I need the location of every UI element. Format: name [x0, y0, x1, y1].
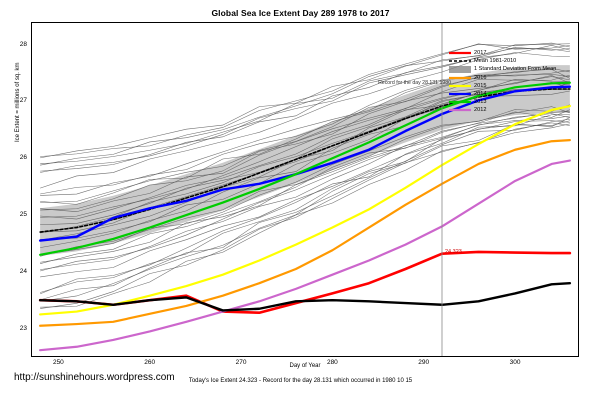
- x-tick: 280: [326, 359, 338, 366]
- x-tick: 290: [418, 359, 430, 366]
- legend-label: 2013: [474, 99, 487, 106]
- record-annotation: Record for the day 28.131 1980: [378, 80, 452, 87]
- legend-swatch: [449, 49, 471, 57]
- y-tick: 25: [19, 211, 27, 219]
- legend-item: [449, 98, 599, 106]
- legend-label: 2015: [474, 82, 487, 89]
- legend-swatch: [449, 106, 471, 114]
- legend-item: [449, 90, 599, 98]
- x-tick: 260: [144, 359, 156, 366]
- legend-swatch: [449, 66, 471, 73]
- x-tick: 250: [52, 359, 64, 366]
- legend-item: [449, 74, 599, 82]
- legend-swatch: [449, 98, 471, 106]
- legend-item: [449, 82, 599, 90]
- y-tick: 26: [19, 154, 27, 162]
- legend-swatch: [449, 74, 471, 82]
- legend-item: [449, 49, 599, 57]
- legend-item: [449, 65, 599, 73]
- x-axis-label: Day of Year: [289, 363, 321, 369]
- legend-label: 2014: [474, 91, 487, 98]
- y-tick: 28: [19, 40, 27, 48]
- legend-swatch: [449, 82, 471, 90]
- y-axis-label: Ice Extent = millions of sq. km: [15, 62, 21, 142]
- x-tick: 300: [509, 359, 521, 366]
- plot-area: [15, 22, 579, 369]
- legend-label: 1 Standard Deviation From Mean: [474, 66, 557, 73]
- chart-legend: [449, 49, 599, 115]
- legend-swatch: [449, 90, 471, 98]
- footer-note: Today's Ice Extent 24.323 - Record for the day 28.131 which occurred in 1980 10 15: [188, 378, 413, 384]
- y-tick: 24: [19, 267, 27, 275]
- legend-label: 2017: [474, 50, 487, 57]
- chart-title: Global Sea Ice Extent Day 289 1978 to 2017: [211, 8, 390, 18]
- y-tick: 23: [19, 324, 27, 332]
- legend-label: 2016: [474, 74, 487, 81]
- series-low-black: [40, 283, 570, 310]
- legend-label: 2012: [474, 107, 487, 114]
- legend-item: [449, 106, 599, 114]
- legend-label: Mean 1981-2010: [474, 58, 517, 65]
- y-tick: 27: [19, 97, 27, 105]
- legend-item: [449, 57, 599, 65]
- today-value-annotation: 24.323: [445, 249, 462, 256]
- legend-swatch: [449, 57, 471, 65]
- site-watermark: http://sunshinehours.wordpress.com: [14, 372, 175, 383]
- x-tick: 270: [235, 359, 247, 366]
